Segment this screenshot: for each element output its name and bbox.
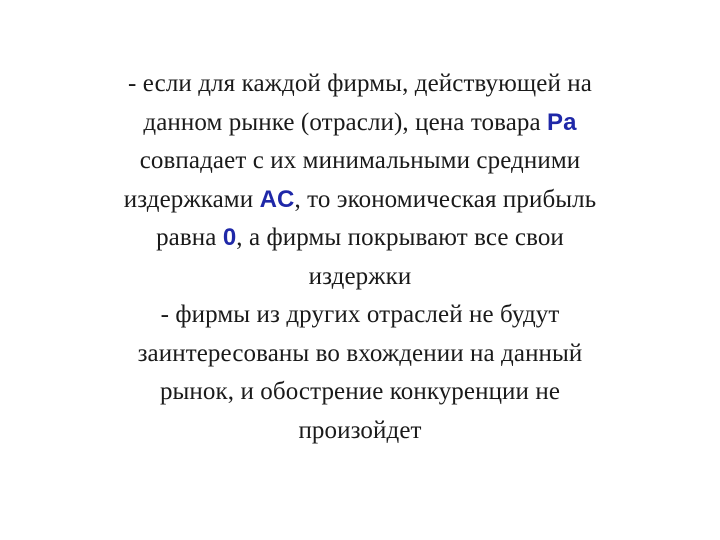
text-segment: произойдет bbox=[298, 416, 422, 444]
text-segment: - фирмы из других отраслей не будут bbox=[160, 301, 560, 328]
text-segment: издержками bbox=[123, 185, 260, 213]
text-segment: данном рынке (отрасли), цена товара bbox=[143, 108, 548, 136]
text-line-7 bbox=[60, 296, 660, 335]
highlight-term-pa: Pa bbox=[547, 108, 577, 136]
text-segment: заинтересованы во вхождении на данный bbox=[137, 339, 583, 367]
text-line-5 bbox=[60, 219, 660, 258]
text-line-6 bbox=[60, 258, 660, 297]
text-segment: совпадает с их минимальными средними bbox=[139, 147, 581, 174]
text-line-1 bbox=[60, 65, 660, 104]
text-segment: , то экономическая прибыль bbox=[294, 185, 597, 213]
text-segment: равна bbox=[156, 224, 223, 251]
text-segment: издержки bbox=[308, 262, 412, 290]
highlight-term-zero: 0 bbox=[222, 224, 237, 251]
highlight-term-ac: AC bbox=[259, 185, 295, 213]
text-line-4 bbox=[60, 181, 660, 220]
text-line-2 bbox=[60, 104, 660, 143]
text-segment: рынок, и обострение конкуренции не bbox=[159, 378, 561, 405]
text-line-10 bbox=[60, 412, 660, 451]
text-line-3 bbox=[60, 142, 660, 181]
text-segment: , а фирмы покрывают все свои bbox=[236, 224, 564, 251]
text-segment: - если для каждой фирмы, действующей на bbox=[128, 70, 592, 97]
text-line-9 bbox=[60, 373, 660, 412]
body-text bbox=[60, 65, 660, 450]
text-line-8 bbox=[60, 335, 660, 374]
